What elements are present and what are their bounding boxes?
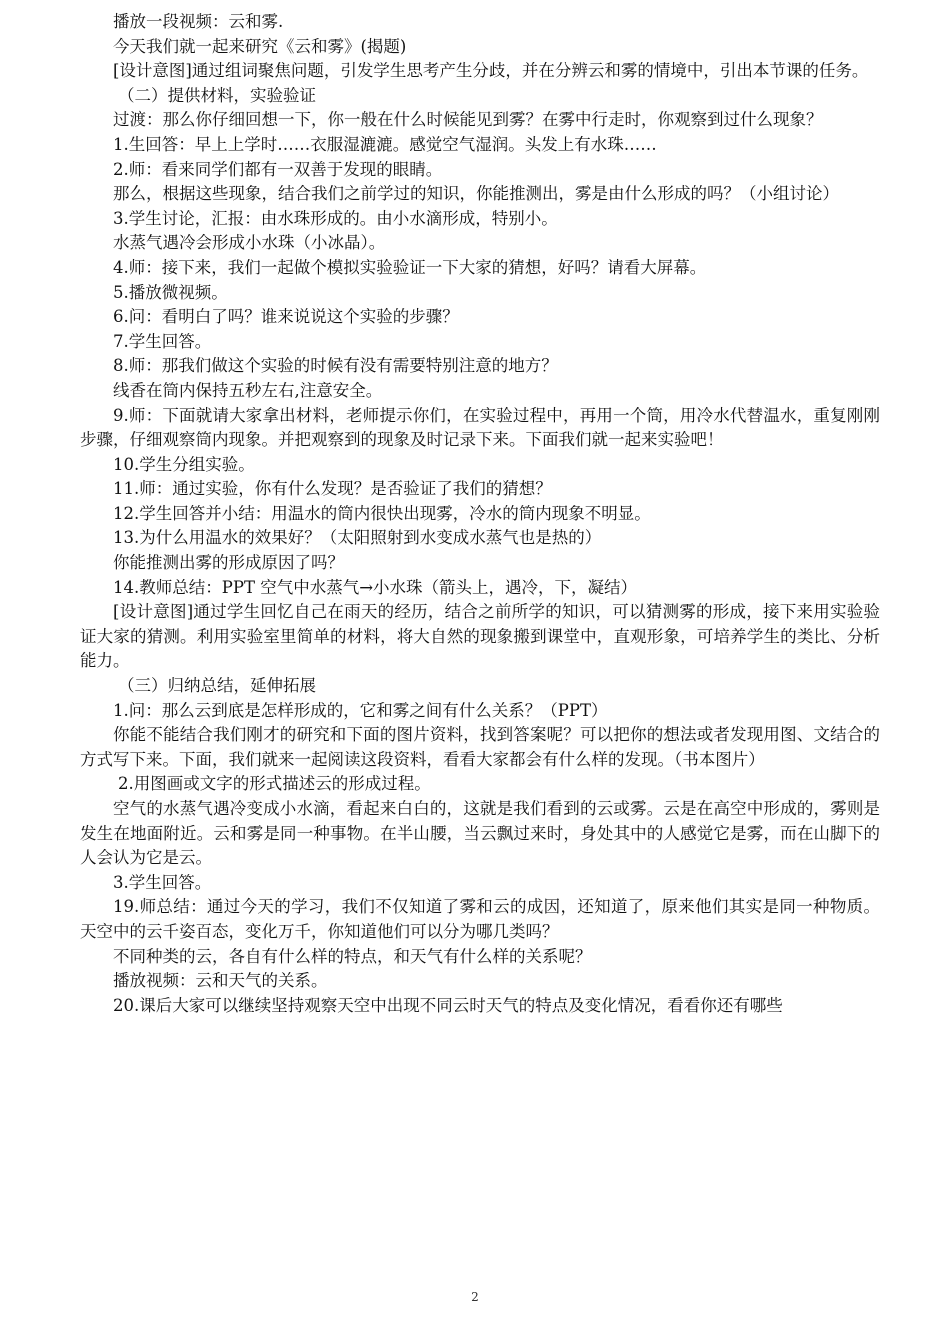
document-body [80,10,880,1018]
paragraph: 12.学生回答并小结：用温水的筒内很快出现雾，冷水的筒内现象不明显。 [113,503,651,523]
paragraph: 今天我们就一起来研究《云和雾》(揭题) [113,36,407,56]
paragraph: [设计意图]通过学生回忆自己在雨天的经历，结合之前所学的知识，可以猜测雾的形成，接下来用实验验证大家的猜测。利用实验室里简单的材料，将大自然的现象搬到课堂中，直观形象，可培养学生的类比、分析能力。 [80,602,880,671]
page-number: 2 [471,1290,479,1304]
paragraph: 水蒸气遇冷会形成小水珠（小冰晶）。 [113,233,386,253]
paragraph: 8.师：那我们做这个实验的时候有没有需要特别注意的地方？ [113,356,558,376]
paragraph: 那么，根据这些现象，结合我们之前学过的知识，你能推测出，雾是由什么形成的吗？（小组讨论） [113,184,839,204]
paragraph: 你能推测出雾的形成原因了吗？ [113,553,344,573]
paragraph: 4.师：接下来，我们一起做个模拟实验验证一下大家的猜想，好吗？请看大屏幕。 [113,257,707,277]
paragraph: 播放视频：云和天气的关系。 [113,971,328,991]
paragraph: 20.课后大家可以继续坚持观察天空中出现不同云时天气的特点及变化情况，看看你还有哪些 [113,995,783,1015]
paragraph: 空气的水蒸气遇冷变成小水滴，看起来白白的，这就是我们看到的云或雾。云是在高空中形成的，雾则是发生在地面附近。云和雾是同一种事物。在半山腰，当云飘过来时，身处其中的人感觉它是雾，而在山脚下的人会认为它是云。 [80,799,880,868]
paragraph: 不同种类的云，各自有什么样的特点，和天气有什么样的关系呢？ [113,946,592,966]
paragraph: （三）归纳总结，延伸拓展 [118,676,316,696]
paragraph: 5.播放微视频。 [113,282,228,302]
paragraph: （二）提供材料，实验验证 [118,85,316,105]
paragraph: 6.问：看明白了吗？谁来说说这个实验的步骤？ [113,307,459,327]
paragraph: [设计意图]通过组词聚焦问题，引发学生思考产生分歧，并在分辨云和雾的情境中，引出本节课的任务。 [113,61,869,81]
paragraph: 1.生回答：早上上学时……衣服湿漉漉。感觉空气湿润。头发上有水珠…… [113,134,657,154]
paragraph: 19.师总结：通过今天的学习，我们不仅知道了雾和云的成因，还知道了，原来他们其实是同一种物质。天空中的云千姿百态，变化万千，你知道他们可以分为哪几类吗？ [80,897,880,941]
paragraph: 2.用图画或文字的形式描述云的形成过程。 [118,774,431,794]
paragraph: 7.学生回答。 [113,331,212,351]
paragraph: 13.为什么用温水的效果好？（太阳照射到水变成水蒸气也是热的） [113,528,602,548]
paragraph: 10.学生分组实验。 [113,454,255,474]
paragraph: 3.学生回答。 [113,872,212,892]
paragraph: 14.教师总结：PPT 空气中水蒸气→小水珠（箭头上，遇冷，下，凝结） [113,577,638,597]
paragraph: 11.师：通过实验，你有什么发现？是否验证了我们的猜想？ [113,479,552,499]
paragraph: 你能不能结合我们刚才的研究和下面的图片资料，找到答案呢？可以把你的想法或者发现用图、文结合的方式写下来。下面，我们就来一起阅读这段资料，看看大家都会有什么样的发现。（书本图片） [80,725,880,769]
paragraph: 2.师：看来同学们都有一双善于发现的眼睛。 [113,159,443,179]
paragraph: 播放一段视频：云和雾. [113,12,284,31]
paragraph: 1.问：那么云到底是怎样形成的，它和雾之间有什么关系？（PPT） [113,700,608,720]
paragraph: 9.师：下面就请大家拿出材料，老师提示你们，在实验过程中，再用一个筒，用冷水代替温水，重复刚刚步骤，仔细观察筒内现象。并把观察到的现象及时记录下来。下面我们就一起来实验吧！ [80,405,880,450]
paragraph: 3.学生讨论，汇报：由水珠形成的。由小水滴形成，特别小。 [113,208,558,228]
paragraph: 线香在筒内保持五秒左右,注意安全。 [113,380,383,400]
paragraph: 过渡：那么你仔细回想一下，你一般在什么时候能见到雾？在雾中行走时，你观察到过什么现象？ [113,110,823,130]
